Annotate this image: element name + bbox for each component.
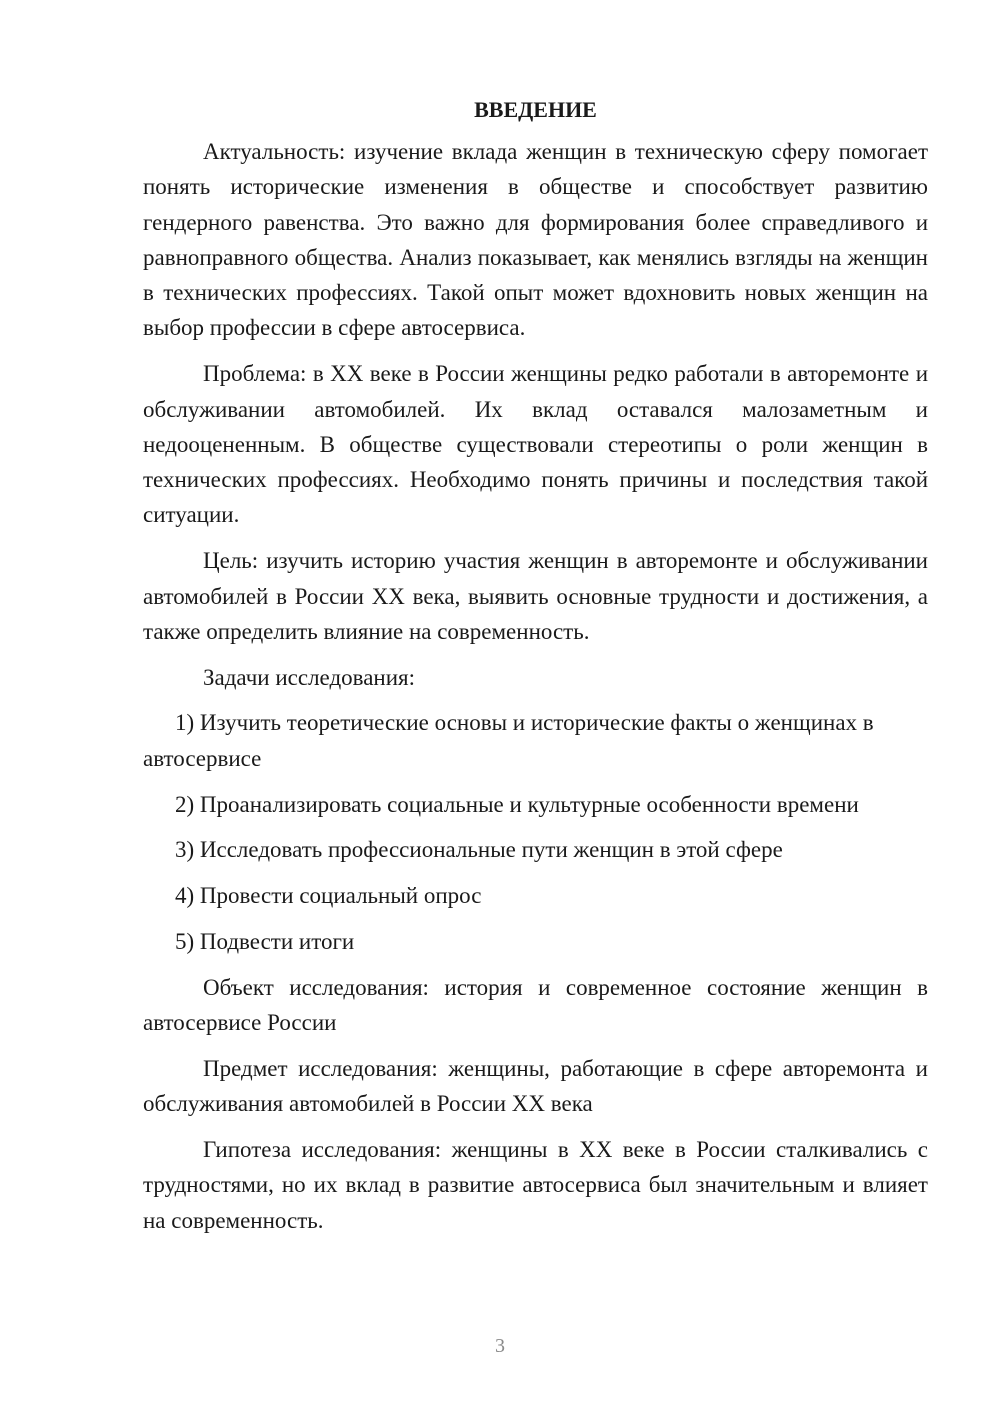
paragraph-gap bbox=[143, 776, 928, 787]
paragraph-gap bbox=[143, 533, 928, 544]
paragraph-gap bbox=[143, 959, 928, 970]
object-paragraph: Объект исследования: история и современное состояние женщин в автосервисе России bbox=[143, 974, 928, 1036]
goal-paragraph: Цель: изучить историю участия женщин в авторемонте и обслуживании автомобилей в России XX века, выявить основные трудности и достижения, а также определить влияние на современность. bbox=[143, 548, 928, 644]
problem-paragraph: Проблема: в XX веке в России женщины редко работали в авторемонте и обслуживании автомобилей. Их вклад оставался малозаметным и недооцененным. В обществе существовали стереотипы о роли женщин в технических профессиях. Необходимо понять причины и последствия такой ситуации. bbox=[143, 361, 928, 528]
hypothesis-paragraph: Гипотеза исследования: женщины в XX веке в России сталкивались с трудностями, но их вклад в развитие автосервиса был значительным и влияет на современность. bbox=[143, 1136, 928, 1233]
subject-paragraph: Предмет исследования: женщины, работающие в сфере авторемонта и обслуживания автомобилей в России XX века bbox=[143, 1055, 928, 1117]
paragraph-gap bbox=[143, 346, 928, 357]
tasks-heading: Задачи исследования: bbox=[203, 664, 416, 690]
paragraph-gap bbox=[143, 822, 928, 833]
page-title: ВВЕДЕНИЕ bbox=[474, 97, 597, 122]
page-number: 3 bbox=[495, 1335, 505, 1357]
relevance-paragraph: Актуальность: изучение вклада женщин в техническую сферу помогает понять исторические изменения в обществе и способствует развитию гендерного равенства. Это важно для формирования более справедливого и равноправного общества. Анализ показывает, как менялись взгляды на женщин в технических профессиях. Такой опыт может вдохновить новых женщин на выбор профессии в сфере автосервиса. bbox=[143, 139, 928, 341]
task-item-3: 3) Исследовать профессиональные пути женщин в этой сфере bbox=[175, 837, 783, 863]
paragraph-gap bbox=[143, 695, 928, 706]
paragraph-gap bbox=[143, 649, 928, 660]
task-item-5: 5) Подвести итоги bbox=[175, 928, 355, 954]
paragraph-gap bbox=[143, 1040, 928, 1051]
paragraph-gap bbox=[143, 868, 928, 879]
page-content bbox=[143, 88, 928, 1238]
task-item-1: 1) Изучить теоретические основы и исторические факты о женщинах в автосервисе bbox=[143, 710, 874, 771]
task-item-2: 2) Проанализировать социальные и культурные особенности времени bbox=[175, 791, 859, 817]
task-item-4: 4) Провести социальный опрос bbox=[175, 883, 482, 909]
paragraph-gap bbox=[143, 913, 928, 924]
paragraph-gap bbox=[143, 1121, 928, 1132]
